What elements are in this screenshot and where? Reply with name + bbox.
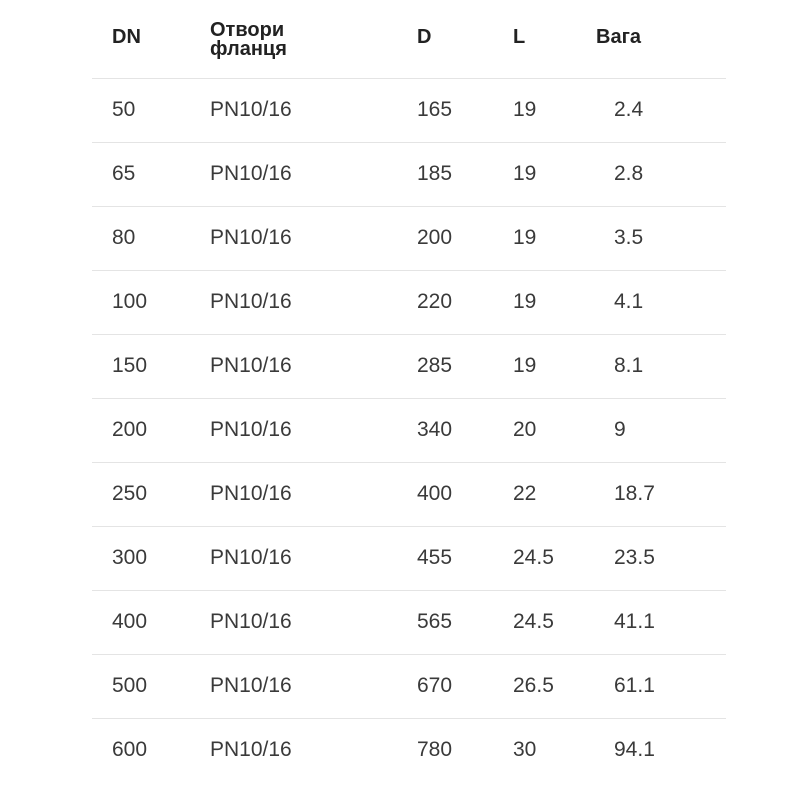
cell-flange-holes: PN10/16: [210, 354, 292, 377]
cell-dn: 50: [112, 98, 136, 121]
cell-flange-holes: PN10/16: [210, 674, 292, 697]
header-d: D: [417, 26, 432, 48]
cell-dn: 150: [112, 354, 148, 377]
cell-d: 220: [417, 290, 453, 313]
cell-l: 24.5: [513, 610, 554, 633]
cell-flange-holes: PN10/16: [210, 418, 292, 441]
cell-d: 340: [417, 418, 453, 441]
header-flange-holes: [210, 21, 287, 59]
cell-flange-holes: PN10/16: [210, 738, 292, 761]
cell-weight: 9: [614, 418, 626, 441]
spec-table: [92, 0, 726, 782]
table-row: [92, 527, 726, 591]
cell-flange-holes: PN10/16: [210, 290, 292, 313]
cell-d: 285: [417, 354, 453, 377]
cell-flange-holes: PN10/16: [210, 610, 292, 633]
cell-dn: 600: [112, 738, 148, 761]
cell-d: 670: [417, 674, 453, 697]
cell-l: 24.5: [513, 546, 554, 569]
header-flange-line1: Отвори: [210, 19, 285, 41]
cell-weight: 41.1: [614, 610, 655, 633]
cell-l: 20: [513, 418, 537, 441]
cell-l: 19: [513, 162, 537, 185]
table-row: [92, 719, 726, 782]
table-row: [92, 399, 726, 463]
cell-dn: 250: [112, 482, 148, 505]
cell-weight: 8.1: [614, 354, 644, 377]
cell-l: 19: [513, 290, 537, 313]
header-l: L: [513, 26, 526, 48]
cell-weight: 3.5: [614, 226, 644, 249]
cell-flange-holes: PN10/16: [210, 98, 292, 121]
cell-l: 22: [513, 482, 537, 505]
cell-l: 19: [513, 98, 537, 121]
cell-weight: 23.5: [614, 546, 655, 569]
cell-weight: 2.4: [614, 98, 644, 121]
header-dn: DN: [112, 26, 141, 48]
cell-weight: 4.1: [614, 290, 644, 313]
cell-d: 165: [417, 98, 453, 121]
cell-flange-holes: PN10/16: [210, 226, 292, 249]
cell-d: 455: [417, 546, 453, 569]
table-row: [92, 335, 726, 399]
cell-dn: 500: [112, 674, 148, 697]
table-row: [92, 79, 726, 143]
cell-d: 185: [417, 162, 453, 185]
cell-l: 30: [513, 738, 537, 761]
table-row: [92, 655, 726, 719]
cell-d: 400: [417, 482, 453, 505]
cell-dn: 80: [112, 226, 136, 249]
cell-d: 565: [417, 610, 453, 633]
cell-dn: 400: [112, 610, 148, 633]
table-row: [92, 271, 726, 335]
table-row: [92, 207, 726, 271]
cell-l: 19: [513, 354, 537, 377]
table-row: [92, 463, 726, 527]
table-header: [92, 0, 726, 79]
header-flange-line2: фланця: [210, 38, 287, 60]
table-row: [92, 143, 726, 207]
cell-dn: 300: [112, 546, 148, 569]
cell-flange-holes: PN10/16: [210, 546, 292, 569]
cell-flange-holes: PN10/16: [210, 162, 292, 185]
header-weight: Вага: [596, 26, 642, 48]
table-body: [92, 79, 726, 782]
cell-dn: 200: [112, 418, 148, 441]
cell-d: 780: [417, 738, 453, 761]
cell-d: 200: [417, 226, 453, 249]
cell-dn: 65: [112, 162, 136, 185]
cell-weight: 18.7: [614, 482, 655, 505]
cell-flange-holes: PN10/16: [210, 482, 292, 505]
cell-l: 26.5: [513, 674, 554, 697]
cell-weight: 94.1: [614, 738, 655, 761]
cell-l: 19: [513, 226, 537, 249]
cell-weight: 61.1: [614, 674, 655, 697]
table-row: [92, 591, 726, 655]
cell-dn: 100: [112, 290, 148, 313]
cell-weight: 2.8: [614, 162, 644, 185]
